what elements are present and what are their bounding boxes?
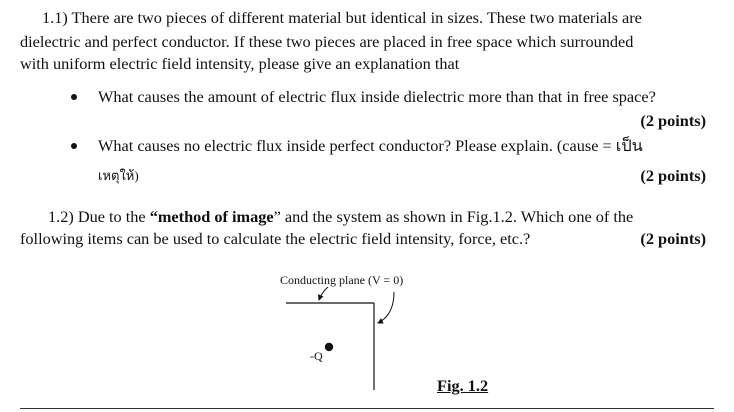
q11-line-2: dielectric and perfect conductor. If these two pieces are placed in free space which surrounded	[20, 32, 634, 51]
q12-line-1-start: 1.2) Due to the	[48, 207, 150, 226]
bullet-1-points: (2 points)	[640, 111, 706, 130]
bullet-1-text: What causes the amount of electric flux inside dielectric more than that in free space?	[98, 87, 656, 106]
plane-label: Conducting plane (V = 0)	[280, 273, 404, 287]
q12-points: (2 points)	[640, 229, 706, 248]
bullet-2-text: What causes no electric flux inside perfect conductor? Please explain. (cause = เป็น	[98, 136, 643, 155]
arrow-to-vertical-plane	[378, 292, 394, 323]
bullet-2-text-cont: เหตุให้)	[98, 168, 139, 183]
q12-line-2: following items can be used to calculate the electric field intensity, force, etc.?	[20, 229, 531, 248]
bottom-rule	[20, 408, 714, 409]
bullet-2-points: (2 points)	[640, 166, 706, 185]
q12-line-1-end: ” and the system as shown in Fig.1.2. Which one of the	[273, 207, 634, 226]
q11-line-1: 1.1) There are two pieces of different material but identical in sizes. These two materials are	[42, 8, 642, 27]
charge-label: -Q	[310, 349, 323, 363]
q11-line-3: with uniform electric field intensity, please give an explanation that	[20, 54, 460, 73]
figure-caption: Fig. 1.2	[437, 376, 489, 395]
charge-dot	[325, 343, 333, 351]
arrow-to-horizontal-plane	[319, 287, 328, 300]
q12-method-of-image: “method of image	[149, 207, 274, 226]
